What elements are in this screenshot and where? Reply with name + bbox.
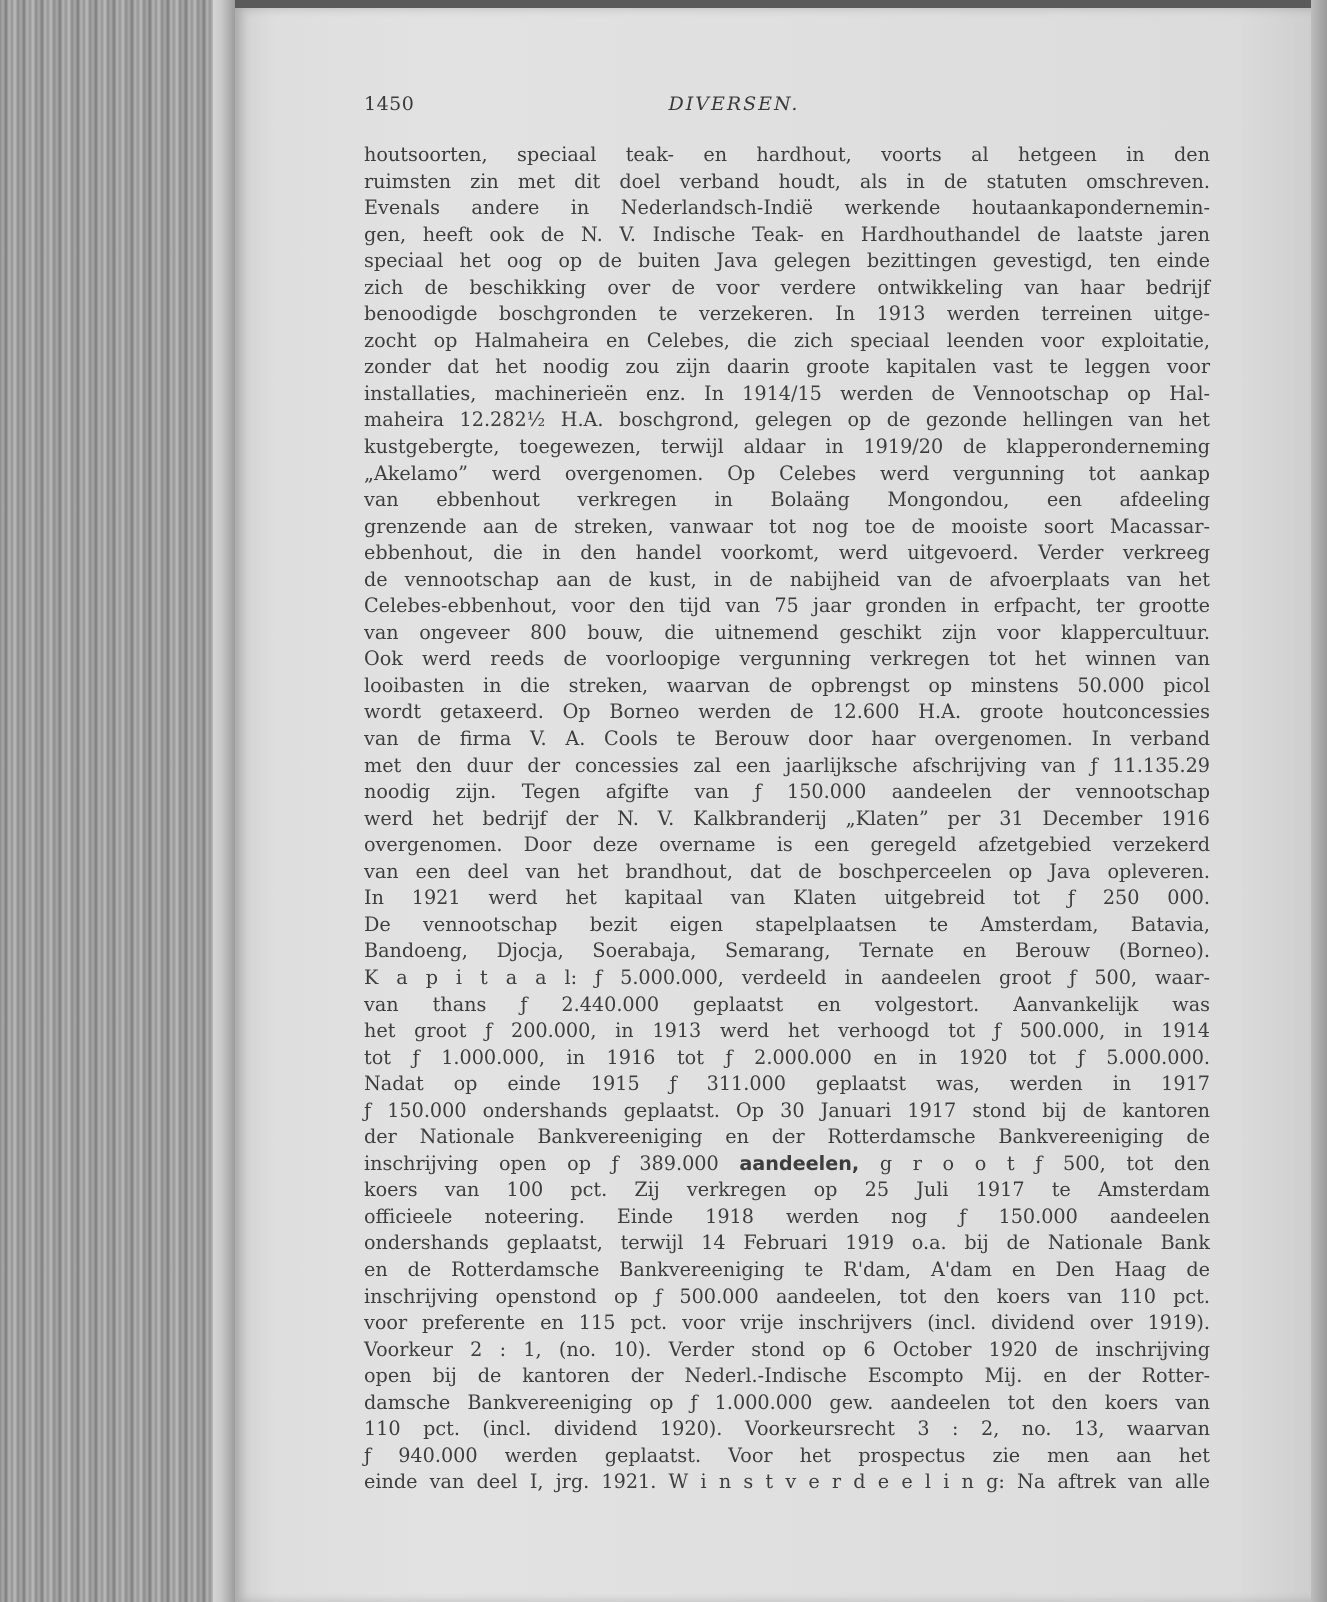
text-line: looibasten in die streken, waarvan de opbrengst op minstens 50.000 picol <box>364 673 1210 697</box>
text-line: open bij de kantoren der Nederl.-Indische Escompto Mij. en der Rotter- <box>364 1364 1210 1388</box>
page-number: 1450 <box>364 93 415 115</box>
text-line: damsche Bankvereeniging op ƒ 1.000.000 gew. aandeelen tot den koers van <box>364 1390 1210 1414</box>
page-stack-edge <box>0 0 235 1602</box>
text-line-part: g r o o t ƒ 500, tot den <box>859 1151 1210 1175</box>
text-line: kustgebergte, toegewezen, terwijl aldaar in 1919/20 de klapperonderneming <box>364 435 1210 459</box>
text-line: benoodigde boschgronden te verzekeren. In 1913 werden terreinen uitge- <box>364 302 1210 326</box>
text-line: van thans ƒ 2.440.000 geplaatst en volgestort. Aanvankelijk was <box>364 992 1210 1016</box>
text-line: K a p i t a a l: ƒ 5.000.000, verdeeld in aandeelen groot ƒ 500, waar- <box>364 965 1210 989</box>
text-line: einde van deel I, jrg. 1921. W i n s t v e r d e e l i n g: Na aftrek van alle <box>364 1470 1210 1494</box>
text-line: zich de beschikking over de voor verdere ontwikkeling van haar bedrijf <box>364 275 1210 299</box>
text-line: ondershands geplaatst, terwijl 14 Februari 1919 o.a. bij de Nationale Bank <box>364 1231 1210 1255</box>
text-line: met den duur der concessies zal een jaarlijksche afschrijving van ƒ 11.135.29 <box>364 753 1210 777</box>
text-line: installaties, machinerieën enz. In 1914/15 werden de Vennootschap op Hal- <box>364 381 1210 405</box>
text-line: en de Rotterdamsche Bankvereeniging te R'dam, A'dam en Den Haag de <box>364 1257 1210 1281</box>
text-line: 110 pct. (incl. dividend 1920). Voorkeursrecht 3 : 2, no. 13, waarvan <box>364 1417 1210 1441</box>
text-line: ruimsten zin met dit doel verband houdt, als in de statuten omschreven. <box>364 169 1210 193</box>
text-line: ƒ 940.000 werden geplaatst. Voor het prospectus zie men aan het <box>364 1443 1210 1467</box>
text-line: voor preferente en 115 pct. voor vrije inschrijvers (incl. dividend over 1919). <box>364 1311 1210 1335</box>
text-line: Ook werd reeds de voorloopige vergunning verkregen tot het winnen van <box>364 647 1210 671</box>
text-line: maheira 12.282½ H.A. boschgrond, gelegen op de gezonde hellingen van het <box>364 408 1210 432</box>
section-title: DIVERSEN. <box>668 93 800 115</box>
text-line: tot ƒ 1.000.000, in 1916 tot ƒ 2.000.000 en in 1920 tot ƒ 5.000.000. <box>364 1045 1210 1069</box>
text-line: zonder dat het noodig zou zijn daarin groote kapitalen vast te leggen voor <box>364 355 1210 379</box>
text-line: van ongeveer 800 bouw, die uitnemend geschikt zijn voor klappercultuur. <box>364 620 1210 644</box>
text-line: ƒ 150.000 ondershands geplaatst. Op 30 Januari 1917 stond bij de kantoren <box>364 1098 1210 1122</box>
body-text <box>364 142 1210 1496</box>
text-line: In 1921 werd het kapitaal van Klaten uitgebreid tot ƒ 250 000. <box>364 886 1210 910</box>
text-line: speciaal het oog op de buiten Java gelegen bezittingen gevestigd, ten einde <box>364 249 1210 273</box>
running-head <box>364 93 1204 121</box>
text-line: werd het bedrijf der N. V. Kalkbranderij „Klaten” per 31 December 1916 <box>364 806 1210 830</box>
text-line-part: inschrijving open op ƒ 389.000 <box>364 1151 740 1175</box>
text-line: grenzende aan de streken, vanwaar tot nog toe de mooiste soort Macassar- <box>364 514 1210 538</box>
text-line: de vennootschap aan de kust, in de nabijheid van de afvoerplaats van het <box>364 567 1210 591</box>
text-line: overgenomen. Door deze overname is een geregeld afzetgebied verzekerd <box>364 833 1210 857</box>
text-line: ebbenhout, die in den handel voorkomt, werd uitgevoerd. Verder verkreeg <box>364 541 1210 565</box>
text-line: Nadat op einde 1915 ƒ 311.000 geplaatst was, werden in 1917 <box>364 1072 1210 1096</box>
text-line: van de firma V. A. Cools te Berouw door haar overgenomen. In verband <box>364 727 1210 751</box>
text-line: Bandoeng, Djocja, Soerabaja, Semarang, Ternate en Berouw (Borneo). <box>364 939 1210 963</box>
text-line: van een deel van het brandhout, dat de boschperceelen op Java opleveren. <box>364 859 1210 883</box>
text-line <box>364 1151 1210 1178</box>
text-line: der Nationale Bankvereeniging en der Rotterdamsche Bankvereeniging de <box>364 1125 1210 1149</box>
text-line: wordt getaxeerd. Op Borneo werden de 12.600 H.A. groote houtconcessies <box>364 700 1210 724</box>
text-line: Celebes-ebbenhout, voor den tijd van 75 jaar gronden in erfpacht, ter grootte <box>364 594 1210 618</box>
text-line: „Akelamo” werd overgenomen. Op Celebes werd vergunning tot aankap <box>364 461 1210 485</box>
page-right-edge <box>1311 0 1327 1602</box>
text-line: Evenals andere in Nederlandsch-Indië werkende houtaankapondernemin- <box>364 196 1210 220</box>
text-line: zocht op Halmaheira en Celebes, die zich speciaal leenden voor exploitatie, <box>364 328 1210 352</box>
bold-term: aandeelen, <box>739 1151 860 1175</box>
text-line: noodig zijn. Tegen afgifte van ƒ 150.000 aandeelen der vennootschap <box>364 780 1210 804</box>
text-line: officieele noteering. Einde 1918 werden nog ƒ 150.000 aandeelen <box>364 1204 1210 1228</box>
text-line: gen, heeft ook de N. V. Indische Teak- en Hardhouthandel de laatste jaren <box>364 222 1210 246</box>
text-line: Voorkeur 2 : 1, (no. 10). Verder stond op 6 October 1920 de inschrijving <box>364 1337 1210 1361</box>
text-line: houtsoorten, speciaal teak- en hardhout, voorts al hetgeen in den <box>364 143 1210 166</box>
text-line: van ebbenhout verkregen in Bolaäng Mongondou, een afdeeling <box>364 488 1210 512</box>
text-line: koers van 100 pct. Zij verkregen op 25 Juli 1917 te Amsterdam <box>364 1178 1210 1202</box>
text-line: het groot ƒ 200.000, in 1913 werd het verhoogd tot ƒ 500.000, in 1914 <box>364 1019 1210 1043</box>
text-line: De vennootschap bezit eigen stapelplaatsen te Amsterdam, Batavia, <box>364 912 1210 936</box>
text-line: inschrijving openstond op ƒ 500.000 aandeelen, tot den koers van 110 pct. <box>364 1284 1210 1308</box>
